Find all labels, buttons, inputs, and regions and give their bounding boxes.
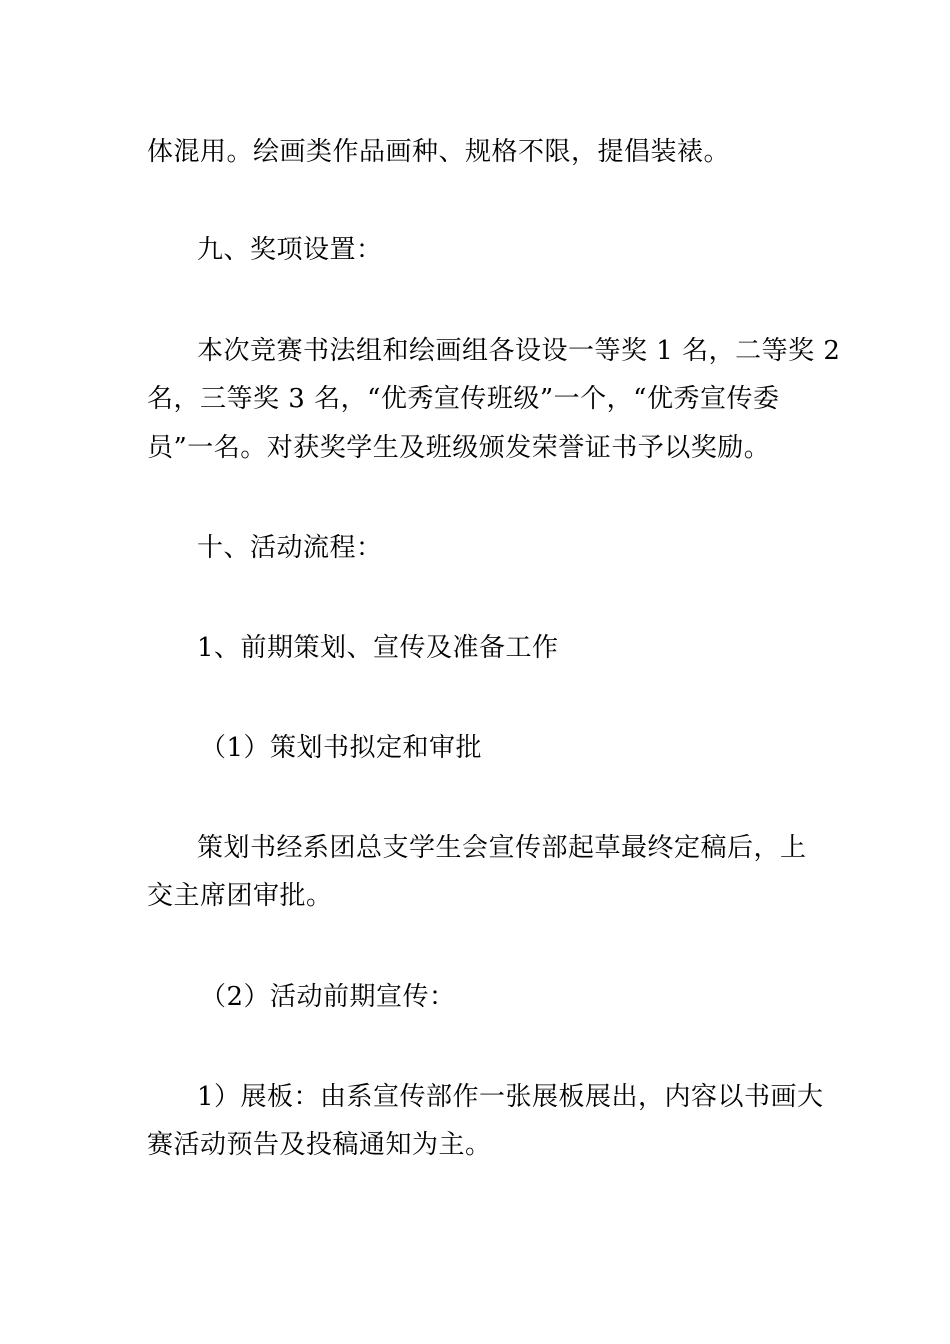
subheading-planning: 1、前期策划、宣传及准备工作 xyxy=(197,633,559,663)
subheading-approval: （1）策划书拟定和审批 xyxy=(200,733,483,763)
subheading-publicity: （2）活动前期宣传： xyxy=(200,982,456,1012)
paragraph-line: 体混用。绘画类作品画种、规格不限，提倡装裱。 xyxy=(147,137,731,167)
paragraph-line: 名，三等奖 3 名，“优秀宣传班级”一个，“优秀宣传委 xyxy=(147,384,780,414)
section-heading-awards: 九、奖项设置： xyxy=(197,235,383,265)
paragraph-line: 1）展板：由系宣传部作一张展板展出，内容以书画大 xyxy=(197,1082,824,1112)
paragraph-line: 赛活动预告及投稿通知为主。 xyxy=(147,1130,492,1160)
paragraph-line: 本次竞赛书法组和绘画组各设设一等奖 1 名，二等奖 2 xyxy=(197,336,841,366)
section-heading-process: 十、活动流程： xyxy=(197,533,383,563)
paragraph-line: 交主席团审批。 xyxy=(147,881,333,911)
paragraph-line: 策划书经系团总支学生会宣传部起草最终定稿后，上 xyxy=(197,833,807,863)
paragraph-line: 员”一名。对获奖学生及班级颁发荣誉证书予以奖励。 xyxy=(147,433,771,463)
